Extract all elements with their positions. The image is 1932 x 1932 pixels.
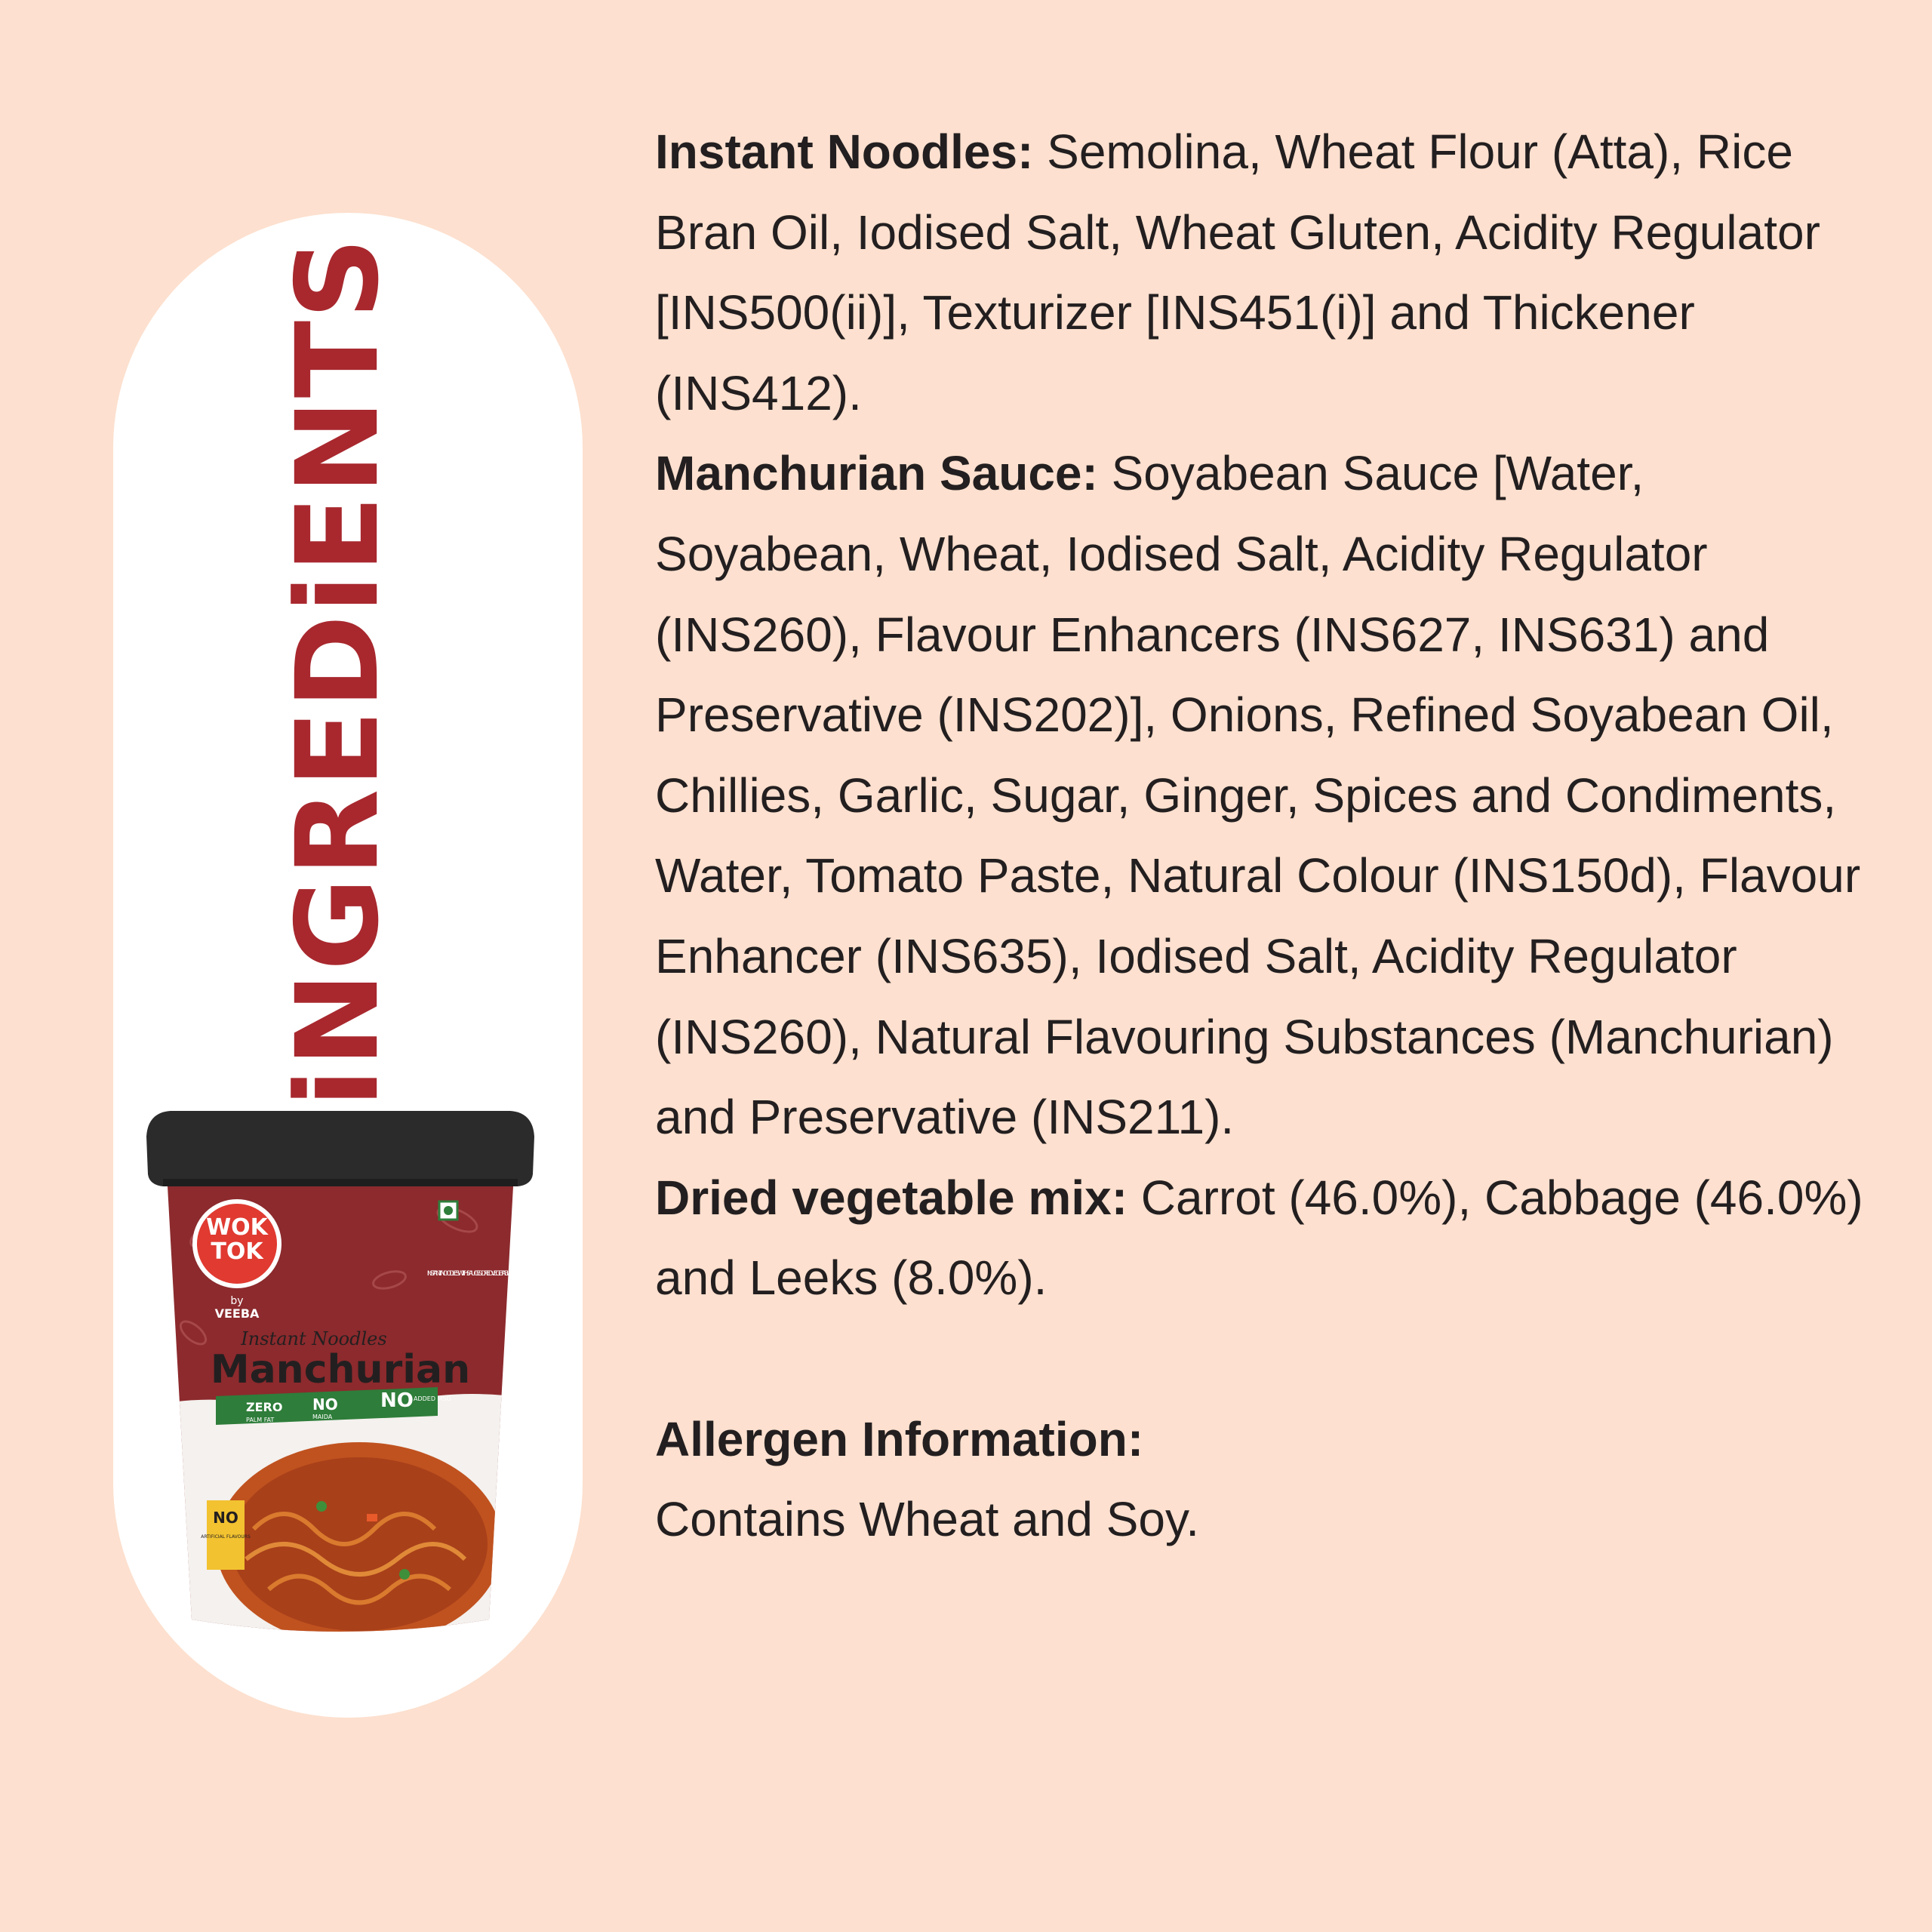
allergen-title-text: Allergen Information:	[655, 1411, 1144, 1466]
section-instant-noodles	[655, 112, 1870, 433]
badge-no-maida: NO	[312, 1395, 338, 1414]
brand-tok: TOK	[211, 1238, 263, 1265]
brand-veeba: VEEBA	[214, 1306, 260, 1321]
section-title: Dried vegetable mix:	[655, 1170, 1128, 1225]
badge-zero-sub: PALM FAT	[246, 1417, 275, 1423]
badge-no-msg: NO	[380, 1389, 414, 1412]
badge-zero: ZERO	[246, 1400, 283, 1414]
product-cup-image	[140, 1106, 540, 1644]
side-note: INSTANT NOODLES WITH SAUCE & DRIED VEGETABLE MIX	[426, 1270, 518, 1278]
product-subtitle: Instant Noodles	[241, 1328, 387, 1349]
section-title: Manchurian Sauce:	[655, 446, 1098, 501]
heading-container	[272, 235, 405, 1108]
ingredients-text-block	[655, 112, 1870, 1560]
allergen-title	[655, 1399, 1870, 1480]
section-manchurian-sauce	[655, 433, 1870, 1157]
ingredients-heading: iNGREDiENTS	[272, 235, 405, 1108]
brand-by: by	[230, 1295, 244, 1307]
brand-wok: WOK	[206, 1214, 268, 1241]
badge-no-artificial: NO	[213, 1509, 238, 1527]
badge-no-msg-sub: ADDED MSG	[414, 1395, 451, 1402]
allergen-text: Contains Wheat and Soy.	[655, 1492, 1199, 1547]
badge-no-maida-sub: MAIDA	[312, 1414, 333, 1420]
product-name: Manchurian	[210, 1347, 471, 1392]
badge-no-artificial-sub: ARTIFICIAL FLAVOURS	[201, 1534, 251, 1540]
section-text: Semolina, Wheat Flour (Atta), Rice Bran Oil, Iodised Salt, Wheat Gluten, Acidity Regulator [INS500(ii)], Texturizer [INS451(i)] and Thickener (INS412).	[655, 125, 1820, 420]
section-title: Instant Noodles:	[655, 125, 1034, 179]
section-dried-vegetable-mix	[655, 1158, 1870, 1318]
spacer	[655, 1318, 1870, 1399]
section-text: Carrot (46.0%), Cabbage (46.0%) and Leeks (8.0%).	[655, 1170, 1863, 1306]
section-text: Soyabean Sauce [Water, Soyabean, Wheat, Iodised Salt, Acidity Regulator (INS260), Flavour Enhancers (INS627, INS631) and Preservative (INS202)], Onions, Refined Soyabean Oil, Chillies, Garlic, Sugar, Ginger, Spices and Condiments, Water, Tomato Paste, Natural Colour (INS150d), Flavour Enhancer (INS635), Iodised Salt, Acidity Regulator (INS260), Natural Flavouring Substances (Manchurian) and Preservative (INS211).	[655, 446, 1861, 1145]
